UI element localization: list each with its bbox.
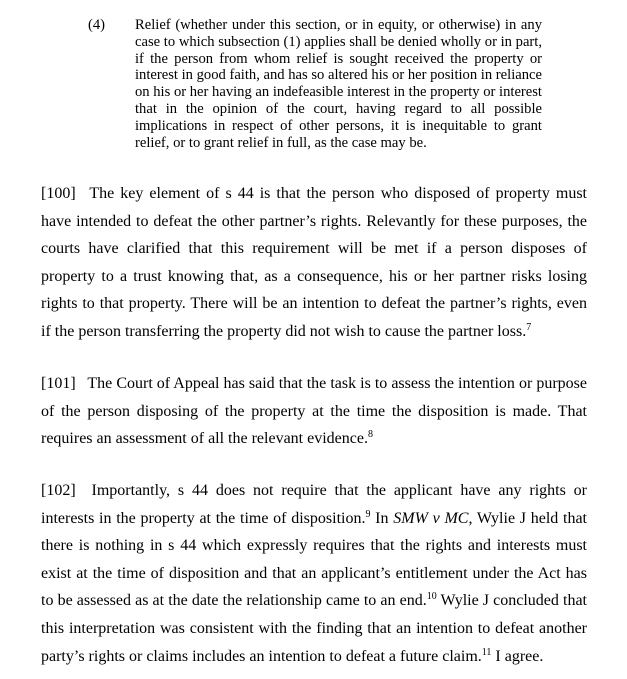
paragraph-text: I agree. xyxy=(491,647,544,665)
paragraph-text: In xyxy=(370,509,394,527)
paragraph-text: The Court of Appeal has said that the task is to assess the intention or purpose of the person disposing of the property at the time the disposition is made. That requires an assessment of all the relevant evidence. xyxy=(41,375,587,448)
paragraph-100 xyxy=(41,180,587,346)
paragraph-text: The key element of s 44 is that the person who disposed of property must have intended to defeat the other partner’s rights. Relevantly for these purposes, the courts have clarified that this requirement will be met if a person disposes of property to a trust knowing that, as a consequence, his or her partner risks losing rights to that property. There will be an intention to defeat the partner’s rights, even if the person transferring the property did not wish to cause the partner loss. xyxy=(41,185,587,340)
paragraph-101 xyxy=(41,370,587,453)
footnote-reference[interactable]: 9 xyxy=(365,508,371,520)
statutory-quote-subsection-4 xyxy=(88,17,542,151)
case-name: SMW v MC xyxy=(393,509,469,527)
subsection-text: Relief (whether under this section, or in equity, or otherwise) in any case to which subsection (1) applies shall be denied wholly or in part, if the person from whom relief is sought received the property or interest in good faith, and has so altered his or her position in reliance on his or her having an indefeasible interest in the property or interest that in the opinion of the court, having regard to all possible implications in respect of other persons, it is inequitable to grant relief, or to grant relief in full, as the case may be. xyxy=(135,17,542,151)
footnote-reference[interactable]: 10 xyxy=(426,591,437,603)
subsection-number: (4) xyxy=(88,17,106,33)
paragraph-text: , Wylie J held that there is nothing in s 44 which expressly requires that the rights and interests must exist at the time of disposition and that an applicant’s entitlement under the Act has to be assessed as at the date the relationship came to an end. xyxy=(41,509,587,610)
footnote-reference[interactable]: 11 xyxy=(481,646,492,658)
paragraph-text: Importantly, s 44 does not require that the applicant have any rights or interests in the property at the time of disposition. xyxy=(41,482,588,527)
paragraph-text: Wylie J concluded that this interpretation was consistent with the finding that an intention to defeat another party’s rights or claims includes an intention to defeat a future claim. xyxy=(41,592,587,665)
paragraph-number: [100] xyxy=(41,185,76,202)
footnote-reference[interactable]: 8 xyxy=(367,429,373,441)
paragraph-number: [102] xyxy=(41,482,76,499)
footnote-reference[interactable]: 7 xyxy=(526,321,532,333)
paragraph-number: [101] xyxy=(41,375,76,392)
paragraph-102 xyxy=(41,477,587,670)
